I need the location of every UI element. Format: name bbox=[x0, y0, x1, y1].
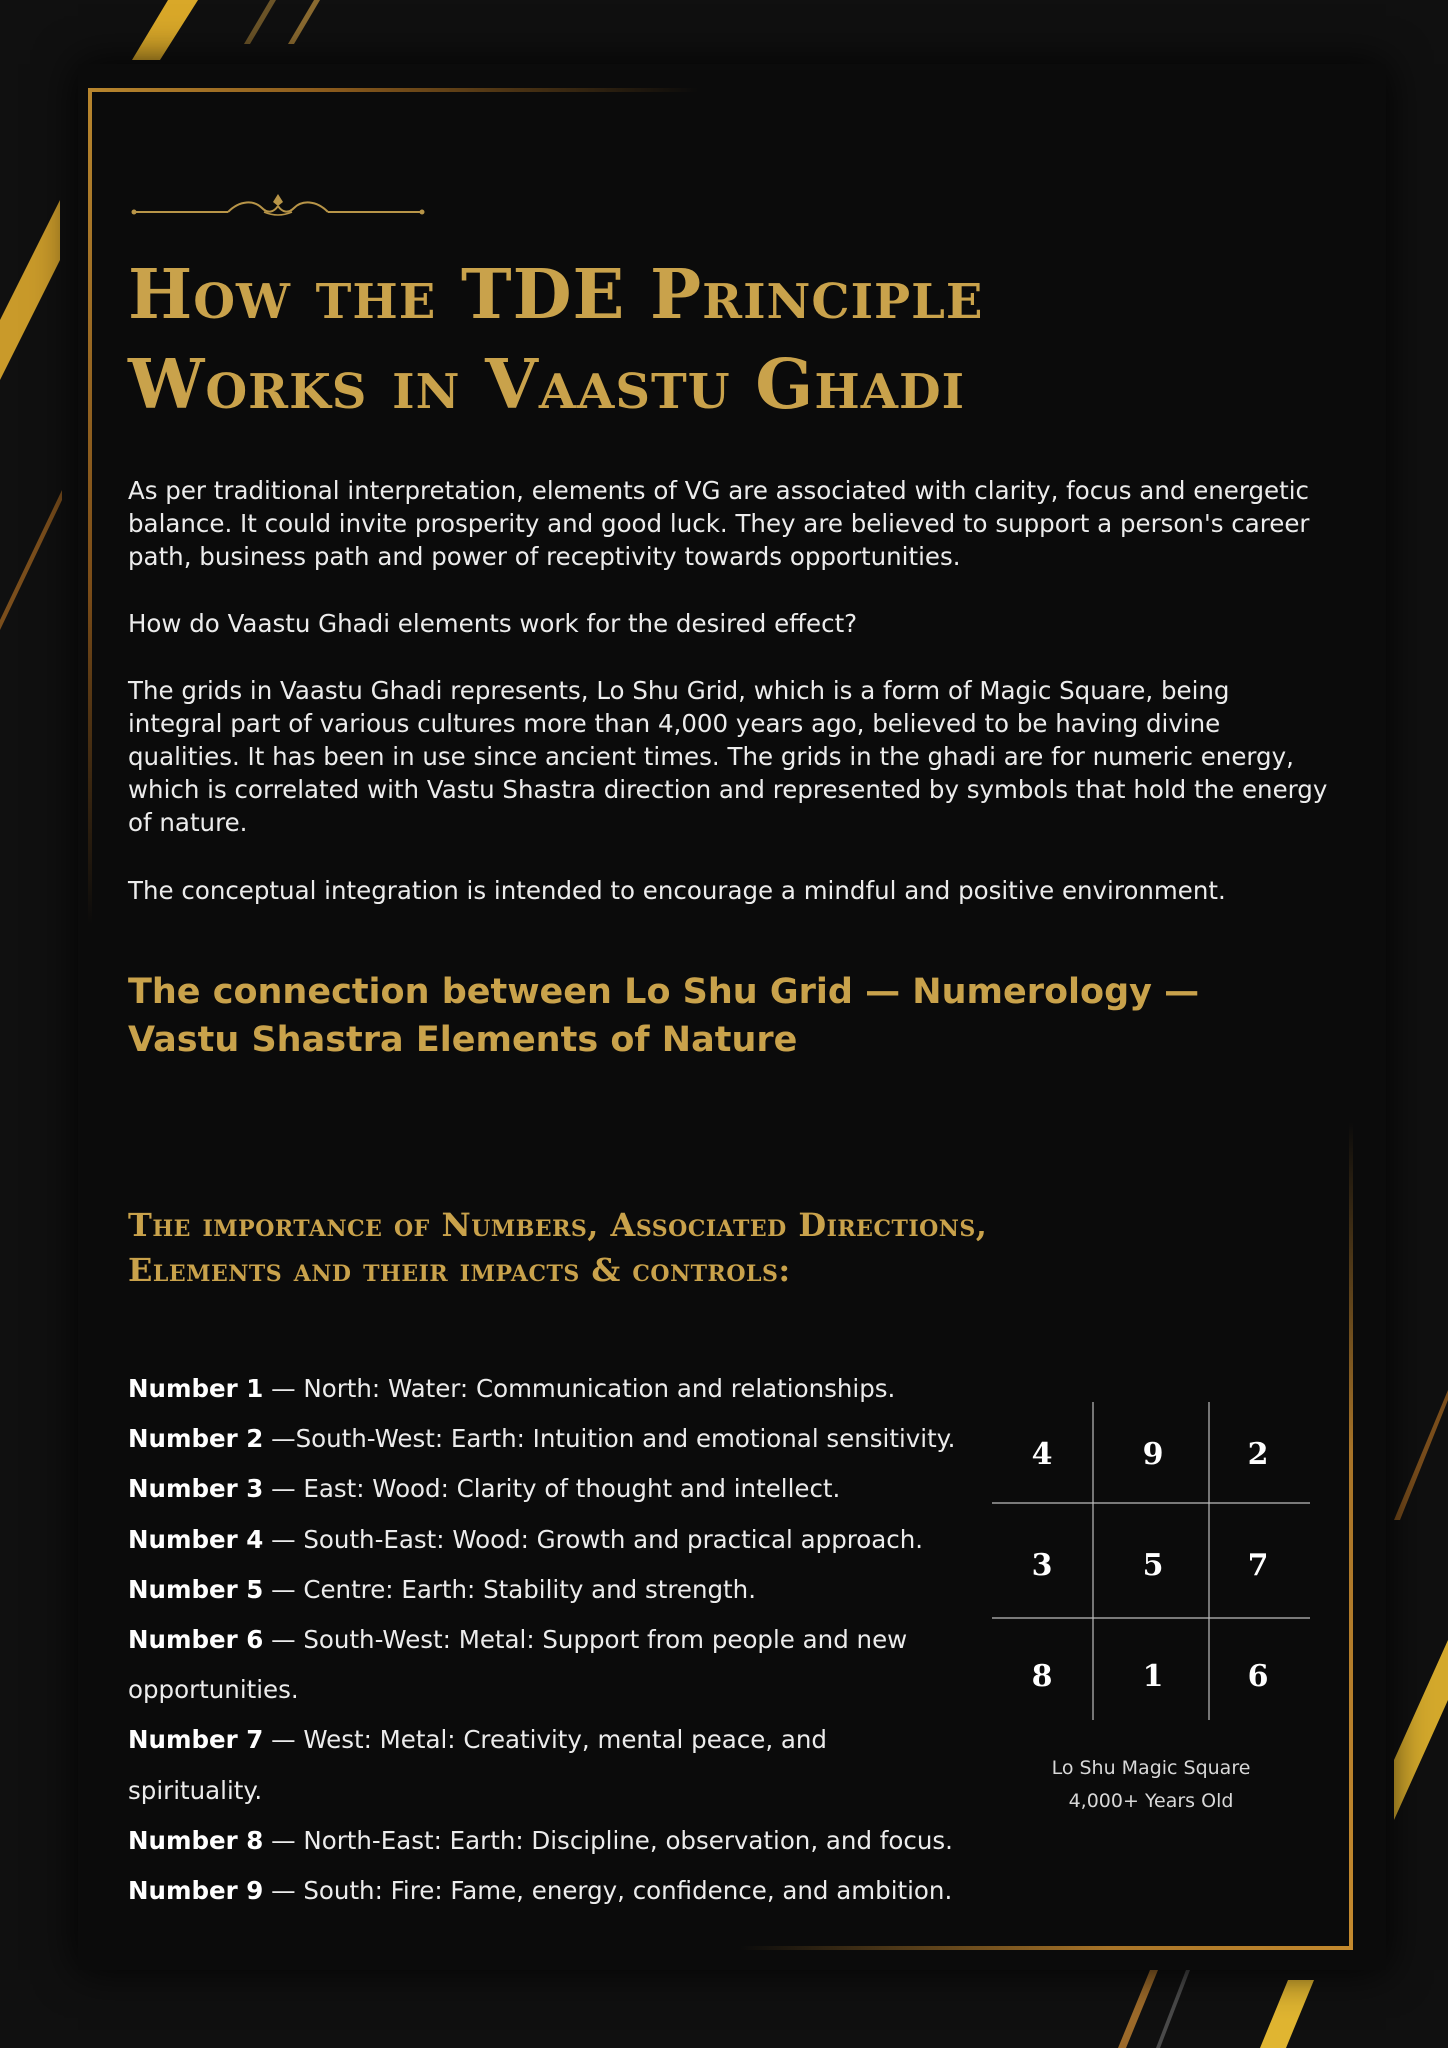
frame-top-border bbox=[88, 88, 698, 92]
number-label: Number 5 bbox=[128, 1574, 264, 1604]
grid-cell: 7 bbox=[1247, 1548, 1269, 1583]
list-item bbox=[128, 1816, 968, 1866]
ornamental-divider-icon bbox=[130, 192, 426, 222]
connection-heading-line-1: The connection between Lo Shu Grid — Numerology — bbox=[128, 972, 1200, 1012]
list-item bbox=[128, 1715, 968, 1815]
number-description: — Centre: Earth: Stability and strength. bbox=[263, 1574, 756, 1604]
connection-heading-line-2: Vastu Shastra Elements of Nature bbox=[128, 1020, 798, 1060]
number-label: Number 8 bbox=[128, 1825, 264, 1855]
number-description: — North-East: Earth: Discipline, observation, and focus. bbox=[263, 1825, 953, 1855]
numbers-list bbox=[128, 1364, 968, 1916]
list-item bbox=[128, 1364, 968, 1414]
importance-heading bbox=[128, 1203, 1308, 1293]
number-description: — South: Fire: Fame, energy, confidence, and ambition. bbox=[263, 1876, 953, 1906]
list-item bbox=[128, 1464, 968, 1514]
importance-heading-line-1: The importance of Numbers, Associated Directions, bbox=[128, 1206, 988, 1244]
grid-cell: 6 bbox=[1247, 1659, 1269, 1694]
number-label: Number 1 bbox=[128, 1374, 264, 1403]
gold-stripe-decoration-bottom bbox=[1100, 1970, 1448, 2048]
page-title bbox=[128, 250, 1278, 430]
page-title-line-2: Works in Vaastu Ghadi bbox=[128, 345, 966, 425]
gold-stripe-decoration-left bbox=[0, 200, 80, 700]
grid-cell: 2 bbox=[1247, 1437, 1269, 1472]
list-item bbox=[128, 1615, 918, 1715]
number-label: Number 4 bbox=[128, 1524, 264, 1554]
question-paragraph: How do Vaastu Ghadi elements work for the desired effect? bbox=[128, 609, 858, 638]
number-description: — South-West: Metal: Support from people and new opportunities. bbox=[128, 1625, 908, 1705]
grid-cell: 4 bbox=[1031, 1437, 1053, 1472]
number-label: Number 9 bbox=[128, 1876, 264, 1906]
caption-line-2: 4,000+ Years Old bbox=[1068, 1790, 1234, 1812]
frame-bottom-border bbox=[740, 1946, 1353, 1950]
page-title-line-1: How the TDE Principle bbox=[128, 255, 984, 335]
grid-cell: 5 bbox=[1142, 1548, 1164, 1583]
number-description: — West: Metal: Creativity, mental peace, and spirituality. bbox=[128, 1725, 827, 1805]
frame-left-border bbox=[88, 88, 92, 924]
gold-stripe-decoration-right bbox=[1380, 1360, 1448, 1820]
number-label: Number 7 bbox=[128, 1725, 264, 1755]
list-item bbox=[128, 1565, 968, 1615]
lo-shu-caption bbox=[992, 1752, 1310, 1818]
grid-cell: 3 bbox=[1031, 1548, 1053, 1583]
frame-right-border bbox=[1349, 1122, 1353, 1950]
list-item bbox=[128, 1414, 968, 1464]
connection-heading bbox=[128, 968, 1278, 1064]
lo-shu-grid bbox=[992, 1402, 1310, 1720]
intro-paragraph: As per traditional interpretation, elements of VG are associated with clarity, focus and energetic balance. It could invite prosperity and good luck. They are believed to support a person's career path, business path and power of receptivity towards opportunities. bbox=[128, 476, 1310, 571]
number-description: — North: Water: Communication and relationships. bbox=[263, 1374, 896, 1403]
grid-cell: 1 bbox=[1142, 1659, 1164, 1694]
number-label: Number 2 bbox=[128, 1424, 264, 1454]
number-label: Number 6 bbox=[128, 1625, 264, 1655]
list-item bbox=[128, 1866, 968, 1916]
number-label: Number 3 bbox=[128, 1474, 264, 1504]
list-item bbox=[128, 1515, 968, 1565]
grid-cell: 9 bbox=[1142, 1437, 1164, 1472]
lo-shu-paragraph: The grids in Vaastu Ghadi represents, Lo Shu Grid, which is a form of Magic Square, being integral part of various cultures more than 4,000 years ago, believed to be having divine qualities. It has been in use since ancient times. The grids in the ghadi are for numeric energy, which is correlated with Vastu Shastra direction and represented by symbols that hold the energy of nature. bbox=[128, 676, 1328, 837]
grid-cell: 8 bbox=[1031, 1659, 1053, 1694]
number-description: — East: Wood: Clarity of thought and intellect. bbox=[263, 1474, 841, 1504]
number-description: —South-West: Earth: Intuition and emotional sensitivity. bbox=[263, 1424, 956, 1454]
caption-line-1: Lo Shu Magic Square bbox=[1051, 1757, 1251, 1779]
number-description: — South-East: Wood: Growth and practical approach. bbox=[263, 1524, 924, 1554]
importance-heading-line-2: Elements and their impacts & controls: bbox=[128, 1251, 791, 1289]
conclusion-paragraph: The conceptual integration is intended to encourage a mindful and positive environment. bbox=[128, 876, 1226, 905]
